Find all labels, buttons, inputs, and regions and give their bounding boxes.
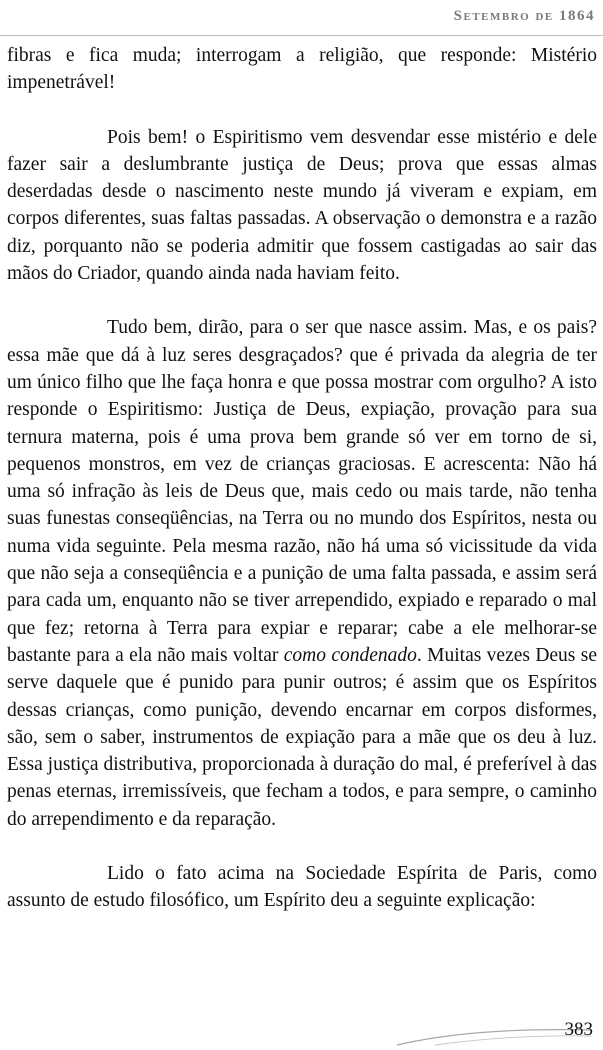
page-number: 383 [564,1019,593,1040]
paragraph-lido-o-fato: Lido o fato acima na Sociedade Espírita de Paris, como assunto de estudo filosófico, um Espírito deu a seguinte explicação: [7,863,597,912]
running-header: Setembro de 1864 [453,8,595,24]
paragraph-continuation: fibras e fica muda; interrogam a religião, que responde: Mistério impenetrável! [7,45,597,94]
paragraph-text-before-italic: Tudo bem, dirão, para o ser que nasce assim. Mas, e os pais? essa mãe que dá à luz seres desgraçados? que é privada da alegria de ter um único filho que lhe faça honra e que possa mostrar com orgulho? A isto responde o Espiritismo: Justiça de Deus, expiação, provação para sua ternura materna, pois é uma prova bem grande só ver em torno de si, pequenos monstros, em vez de crianças graciosas. E acrescenta: Não há uma só infração às leis de Deus que, mais cedo ou mais tarde, não tenha suas funestas conseqüências, na Terra ou no mundo dos Espíritos, nesta ou numa vida seguinte. Pela mesma razão, não há uma só vicissitude da vida que não seja a conseqüência e a punição de uma falta passada, e assim será para cada um, enquanto não se tiver arrependido, expiado e reparado o mal que fez; retorna à Terra para expiar e reparar; cabe a ele melhorar-se bastante para a ela não mais voltar [7,317,597,666]
italic-phrase: como condenado [283,644,417,666]
header-divider [0,35,603,36]
paragraph-tudo-bem [7,314,597,833]
paragraph-espiritismo: Pois bem! o Espiritismo vem desvendar esse mistério e dele fazer sair a deslumbrante justiça de Deus; prova que essas almas deserdadas desde o nascimento neste mundo já viveram e expiam, em corpos diferentes, suas faltas passadas. A observação o demonstra e a razão diz, porquanto não se poderia admitir que fossem castigadas ao sair das mãos do Criador, quando ainda nada haviam feito. [7,126,597,285]
paragraph-text-after-italic: . Muitas vezes Deus se serve daquele que é punido para punir outros; é assim que os Espíritos dessas crianças, como punição, devendo encarnar em corpos disformes, são, sem o saber, instrumentos de expiação para a mãe que os deu à luz. Essa justiça distributiva, proporcionada à duração do mal, é preferível à das penas eternas, irremissíveis, que fecham a todos, e para sempre, o caminho do arrependimento e da reparação. [7,644,597,830]
body-text [7,42,597,915]
